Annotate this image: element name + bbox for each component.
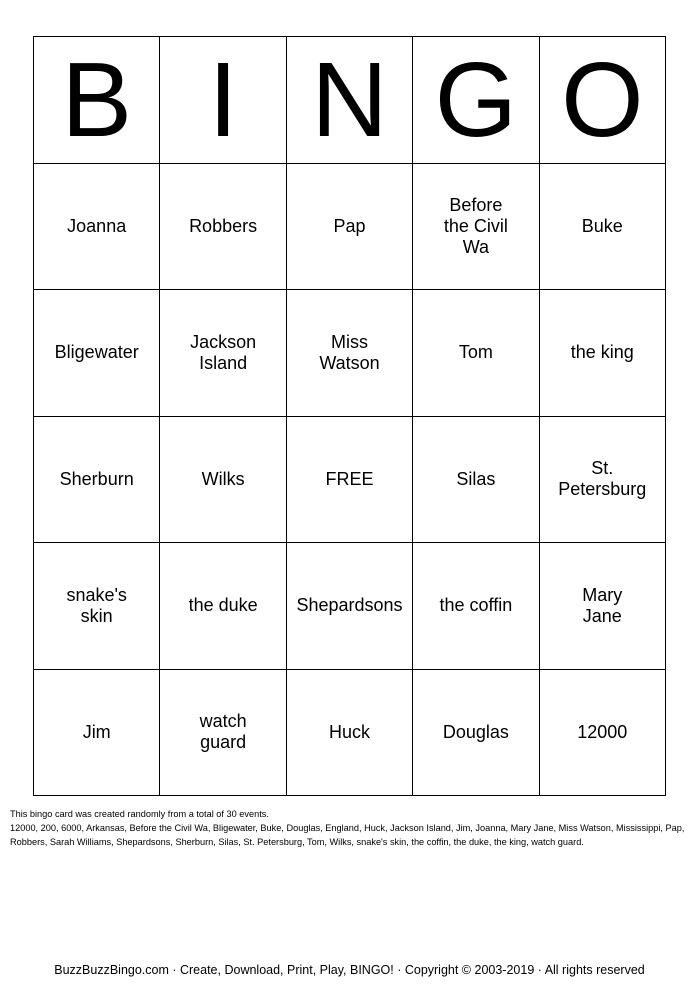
header-letter: O xyxy=(561,40,644,159)
bingo-cell xyxy=(540,164,666,291)
cell-text: Wilks xyxy=(201,468,245,489)
bingo-cell xyxy=(413,543,539,670)
bingo-cell xyxy=(540,290,666,417)
header-letter: N xyxy=(311,40,388,159)
footer-copyright: BuzzBuzzBingo.com · Create, Download, Print, Play, BINGO! · Copyright © 2003-2019 · All rights reserved xyxy=(54,963,645,977)
cell-text: Joanna xyxy=(67,215,127,236)
header-cell-g xyxy=(413,37,539,164)
bingo-cell xyxy=(413,290,539,417)
cell-text: snake's skin xyxy=(66,584,127,626)
cell-text: Huck xyxy=(328,721,370,742)
bingo-cell xyxy=(540,670,666,797)
cell-text: watch guard xyxy=(199,711,247,753)
bingo-cell xyxy=(160,164,286,291)
cell-text: Shepardsons xyxy=(296,595,403,616)
bingo-cell xyxy=(287,543,413,670)
cell-text: Bligewater xyxy=(54,342,139,363)
cell-text: 12000 xyxy=(577,721,628,742)
cell-text: Pap xyxy=(333,215,366,236)
cell-text: Douglas xyxy=(442,721,509,742)
bingo-cell xyxy=(34,417,160,544)
cell-text: Before the Civil Wa xyxy=(443,194,508,257)
header-cell-n xyxy=(287,37,413,164)
cell-text: Buke xyxy=(581,215,623,236)
bingo-cell xyxy=(287,164,413,291)
bingo-cell xyxy=(34,670,160,797)
cell-text: Tom xyxy=(458,342,493,363)
cell-text: Miss Watson xyxy=(319,331,380,373)
bingo-cell xyxy=(160,543,286,670)
bingo-cell xyxy=(34,290,160,417)
cell-text: Sherburn xyxy=(59,468,134,489)
header-cell-o xyxy=(540,37,666,164)
card-notes xyxy=(10,807,690,849)
header-cell-i xyxy=(160,37,286,164)
bingo-cell xyxy=(34,164,160,291)
bingo-cell xyxy=(540,417,666,544)
bingo-cell xyxy=(413,164,539,291)
cell-text: Robbers xyxy=(189,215,258,236)
free-cell xyxy=(287,417,413,544)
notes-event-list: 12000, 200, 6000, Arkansas, Before the Civil Wa, Bligewater, Buke, Douglas, England, Huck, Jackson Island, Jim, Joanna, Mary Jane, Miss Watson, Mississippi, Pap, Robbers, Sarah Williams, Shepardsons, Sherburn, Silas, St. Petersburg, Tom, Wilks, snake's skin, the coffin, the duke, the king, watch guard. xyxy=(10,823,685,847)
notes-summary: This bingo card was created randomly from a total of 30 events. xyxy=(10,809,269,819)
cell-text: the coffin xyxy=(439,595,513,616)
header-letter: B xyxy=(61,40,133,159)
bingo-cell xyxy=(540,543,666,670)
bingo-cell xyxy=(413,417,539,544)
cell-text: Silas xyxy=(456,468,496,489)
bingo-cell xyxy=(160,670,286,797)
cell-text: the duke xyxy=(188,595,258,616)
cell-text: St. Petersburg xyxy=(558,458,647,500)
bingo-card xyxy=(33,36,666,796)
header-cell-b xyxy=(34,37,160,164)
header-letter: I xyxy=(208,40,238,159)
bingo-cell xyxy=(287,290,413,417)
cell-text: Mary Jane xyxy=(582,584,623,626)
bingo-cell xyxy=(160,290,286,417)
bingo-cell xyxy=(34,543,160,670)
bingo-cell xyxy=(413,670,539,797)
cell-text: FREE xyxy=(325,468,374,489)
bingo-cell xyxy=(160,417,286,544)
cell-text: Jackson Island xyxy=(190,331,257,373)
cell-text: the king xyxy=(570,342,634,363)
cell-text: Jim xyxy=(82,721,111,742)
bingo-cell xyxy=(287,670,413,797)
header-letter: G xyxy=(434,40,518,159)
